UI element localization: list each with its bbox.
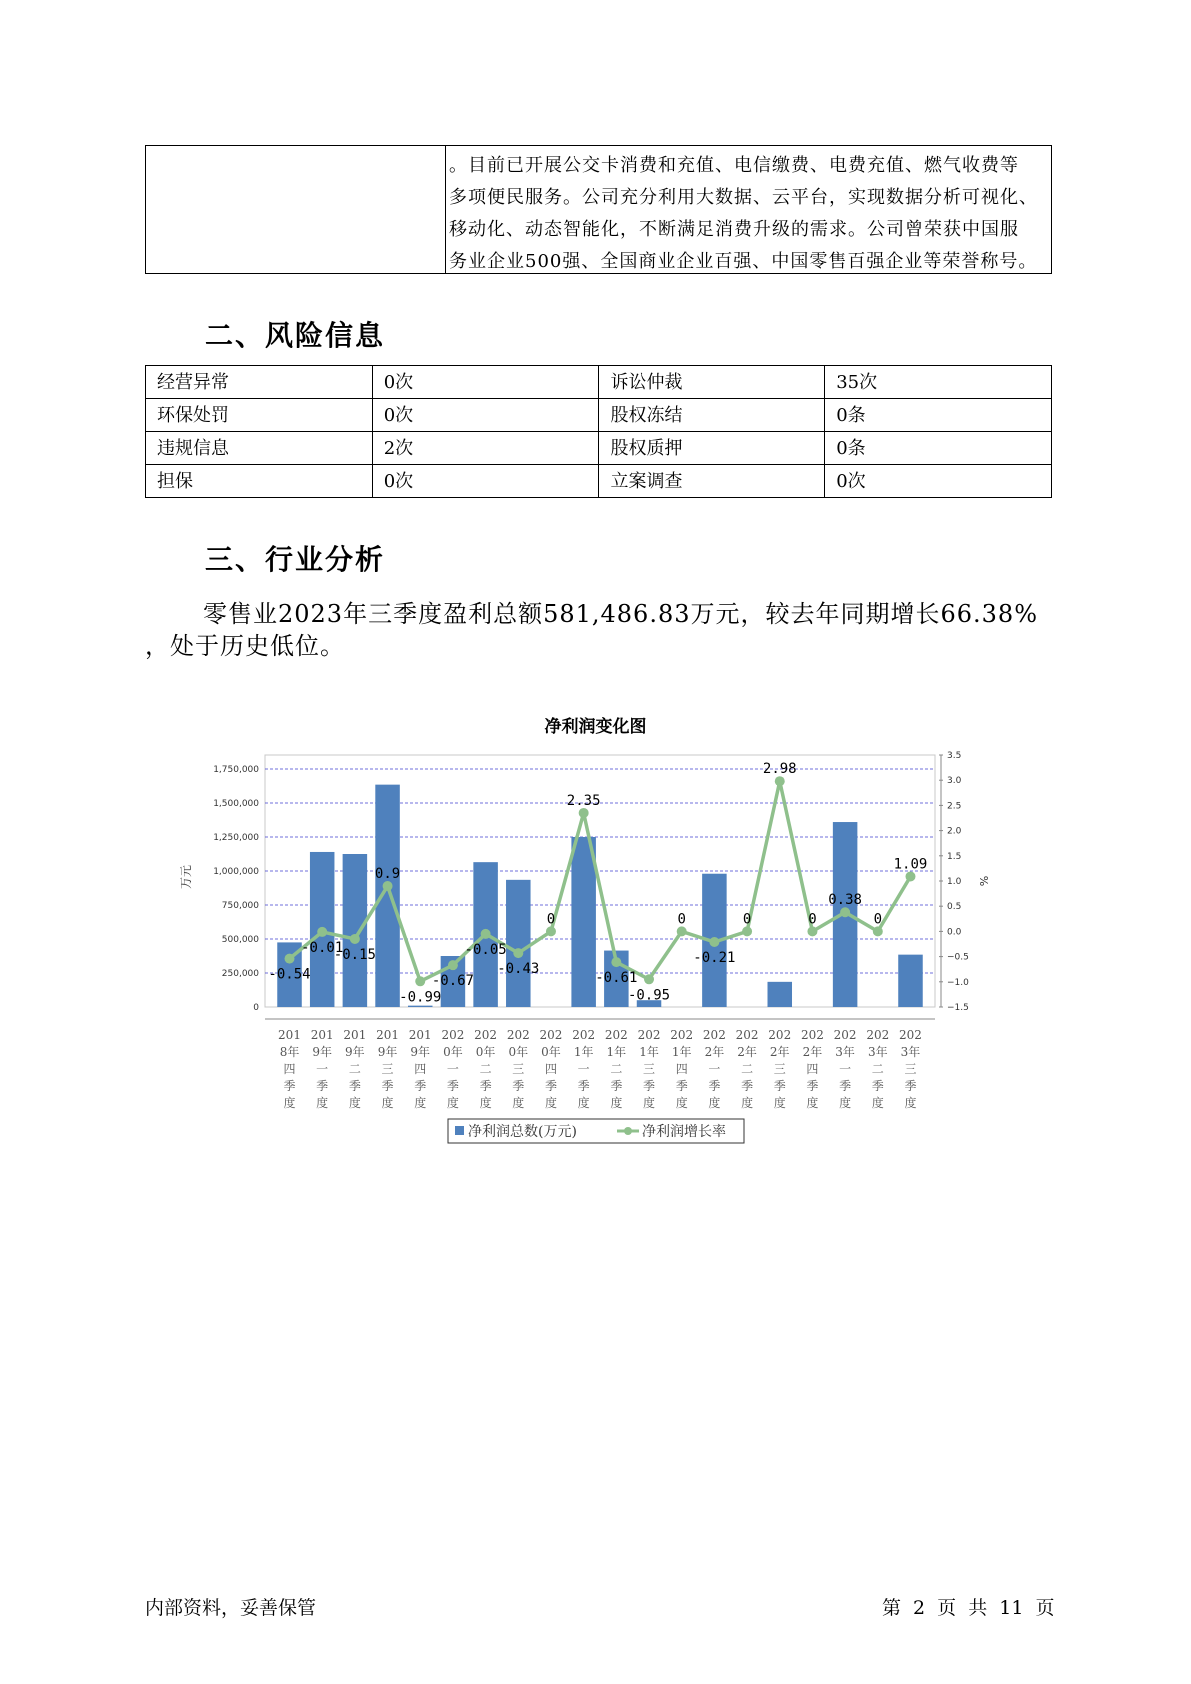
x-tick-label: 1年 xyxy=(639,1045,659,1059)
growth-rate-data-label: -0.21 xyxy=(693,949,736,966)
x-tick-label: 季 xyxy=(512,1079,525,1093)
x-tick-label: 一 xyxy=(316,1062,329,1076)
risk-info-table xyxy=(145,365,1052,498)
x-tick-label: 季 xyxy=(414,1079,427,1093)
table-row xyxy=(146,399,1052,432)
growth-rate-point xyxy=(807,926,817,936)
growth-rate-point xyxy=(905,871,915,881)
y2-tick-label: 1.5 xyxy=(947,851,962,862)
growth-rate-point xyxy=(513,948,523,958)
legend-line-label: 净利润增长率 xyxy=(642,1124,726,1140)
growth-rate-data-label: -0.43 xyxy=(497,961,540,978)
growth-rate-point xyxy=(709,937,719,947)
growth-rate-point xyxy=(742,926,752,936)
x-tick-label: 1年 xyxy=(606,1045,627,1059)
x-tick-label: 二 xyxy=(610,1062,623,1076)
x-tick-label: 202 xyxy=(833,1028,857,1042)
x-tick-label: 季 xyxy=(316,1079,329,1093)
x-tick-label: 度 xyxy=(708,1096,721,1110)
table-row xyxy=(146,432,1052,465)
growth-rate-point xyxy=(873,926,883,936)
growth-rate-data-label: -0.54 xyxy=(268,966,311,983)
y-tick-label: 250,000 xyxy=(221,969,259,979)
x-tick-label: 9年 xyxy=(345,1045,365,1059)
growth-rate-data-label: 2.35 xyxy=(566,792,601,809)
description-line: 多项便民服务。公司充分利用大数据、云平台，实现数据分析可视化、 xyxy=(449,187,1038,208)
y2-tick-label: 2.0 xyxy=(947,826,962,837)
x-tick-label: 0年 xyxy=(508,1045,529,1059)
growth-rate-data-label: -0.61 xyxy=(595,970,638,987)
company-description-table xyxy=(145,145,1052,274)
x-tick-label: 四 xyxy=(806,1062,819,1076)
x-tick-label: 度 xyxy=(610,1096,623,1110)
x-tick-label: 季 xyxy=(904,1079,917,1093)
x-tick-label: 度 xyxy=(544,1096,557,1110)
x-tick-label: 201 xyxy=(408,1028,432,1042)
risk-label: 环保处罚 xyxy=(146,399,373,432)
x-tick-label: 202 xyxy=(506,1028,530,1042)
risk-label: 担保 xyxy=(146,465,373,498)
growth-rate-data-label: -0.01 xyxy=(301,939,344,956)
x-tick-label: 季 xyxy=(643,1079,656,1093)
bar xyxy=(343,854,368,1007)
growth-rate-point xyxy=(840,907,850,917)
x-tick-label: 四 xyxy=(544,1062,557,1076)
x-tick-label: 度 xyxy=(512,1096,525,1110)
x-tick-label: 三 xyxy=(643,1062,656,1076)
growth-rate-point xyxy=(285,954,295,964)
x-tick-label: 2年 xyxy=(802,1045,823,1059)
growth-rate-data-label: -0.05 xyxy=(464,941,507,958)
x-tick-label: 度 xyxy=(283,1096,296,1110)
x-tick-label: 度 xyxy=(871,1096,884,1110)
risk-value: 35次 xyxy=(825,366,1052,399)
x-tick-label: 1年 xyxy=(573,1045,594,1059)
x-tick-label: 二 xyxy=(348,1062,361,1076)
x-tick-label: 202 xyxy=(735,1028,759,1042)
x-tick-label: 一 xyxy=(577,1062,590,1076)
x-tick-label: 度 xyxy=(839,1096,852,1110)
y-tick-label: 0 xyxy=(253,1003,259,1013)
x-tick-label: 202 xyxy=(604,1028,628,1042)
growth-rate-point xyxy=(481,929,491,939)
x-tick-label: 202 xyxy=(441,1028,465,1042)
x-tick-label: 季 xyxy=(479,1079,492,1093)
x-tick-label: 201 xyxy=(376,1028,400,1042)
x-tick-label: 201 xyxy=(310,1028,334,1042)
x-tick-label: 201 xyxy=(343,1028,367,1042)
x-tick-label: 季 xyxy=(610,1079,623,1093)
bar xyxy=(571,837,596,1007)
x-tick-label: 202 xyxy=(572,1028,596,1042)
growth-rate-point xyxy=(383,881,393,891)
y2-axis-label: % xyxy=(977,875,990,887)
x-tick-label: 季 xyxy=(348,1079,361,1093)
y2-tick-label: 0.0 xyxy=(947,927,962,938)
y-tick-label: 1,000,000 xyxy=(213,867,259,877)
x-tick-label: 季 xyxy=(839,1079,852,1093)
x-tick-label: 三 xyxy=(773,1062,786,1076)
x-tick-label: 202 xyxy=(702,1028,726,1042)
x-tick-label: 202 xyxy=(866,1028,890,1042)
description-text-cell xyxy=(449,150,1047,278)
x-tick-label: 季 xyxy=(708,1079,721,1093)
x-tick-label: 3年 xyxy=(900,1045,921,1059)
x-tick-label: 季 xyxy=(283,1079,296,1093)
x-tick-label: 2年 xyxy=(737,1045,757,1059)
x-tick-label: 201 xyxy=(278,1028,301,1042)
x-tick-label: 季 xyxy=(871,1079,884,1093)
bar xyxy=(768,982,793,1007)
growth-rate-point xyxy=(448,960,458,970)
footer-page-number: 第 2 页 共 11 页 xyxy=(882,1597,1055,1619)
risk-value: 0条 xyxy=(825,432,1052,465)
x-tick-label: 3年 xyxy=(867,1045,888,1059)
x-tick-label: 四 xyxy=(675,1062,688,1076)
x-tick-label: 季 xyxy=(381,1079,394,1093)
x-tick-label: 季 xyxy=(806,1079,819,1093)
x-tick-label: 2年 xyxy=(704,1045,725,1059)
x-tick-label: 二 xyxy=(479,1062,492,1076)
y2-tick-label: 1.0 xyxy=(947,877,962,887)
x-tick-label: 度 xyxy=(675,1096,688,1110)
x-tick-label: 9年 xyxy=(312,1045,333,1059)
table-row xyxy=(146,366,1052,399)
x-tick-label: 202 xyxy=(800,1028,824,1042)
bar xyxy=(898,955,923,1007)
risk-section-heading: 二、风险信息 xyxy=(205,319,386,352)
x-tick-label: 二 xyxy=(871,1062,884,1076)
growth-rate-point xyxy=(546,926,556,936)
growth-rate-point xyxy=(350,934,360,944)
y-tick-label: 1,750,000 xyxy=(213,765,259,775)
y2-tick-label: −1.0 xyxy=(947,977,969,988)
y-tick-label: 500,000 xyxy=(221,935,259,945)
growth-rate-point xyxy=(644,974,654,984)
bar xyxy=(375,785,400,1007)
growth-rate-data-label: 0.9 xyxy=(374,866,401,883)
risk-value: 0次 xyxy=(372,465,599,498)
y2-tick-label: 0.5 xyxy=(947,902,962,913)
y2-tick-label: −1.5 xyxy=(947,1003,969,1013)
growth-rate-data-label: 0 xyxy=(742,911,752,928)
bar xyxy=(408,1006,433,1007)
x-tick-label: 二 xyxy=(741,1062,754,1076)
growth-rate-data-label: -0.67 xyxy=(431,973,475,990)
industry-section-heading: 三、行业分析 xyxy=(205,543,386,576)
footer-confidential-note: 内部资料，妥善保管 xyxy=(145,1597,317,1619)
x-tick-label: 度 xyxy=(414,1096,427,1110)
risk-value: 0次 xyxy=(825,465,1052,498)
risk-value: 2次 xyxy=(372,432,599,465)
x-tick-label: 1年 xyxy=(671,1045,692,1059)
legend-line-marker xyxy=(624,1127,632,1135)
bar xyxy=(506,880,531,1007)
x-tick-label: 202 xyxy=(474,1028,498,1042)
description-line: 移动化、动态智能化，不断满足消费升级的需求。公司曾荣获中国服 xyxy=(449,219,1019,240)
description-line: 务业企业500强、全国商业企业百强、中国零售百强企业等荣誉称号。 xyxy=(449,251,1038,272)
growth-rate-data-label: -0.95 xyxy=(627,987,671,1004)
growth-rate-data-label: 0 xyxy=(808,911,817,928)
x-tick-label: 2年 xyxy=(769,1045,790,1059)
industry-paragraph-line: ，处于历史低位。 xyxy=(145,632,345,660)
x-tick-label: 一 xyxy=(839,1062,852,1076)
x-tick-label: 季 xyxy=(577,1079,590,1093)
x-tick-label: 三 xyxy=(512,1062,525,1076)
y2-tick-label: 2.5 xyxy=(947,801,962,812)
table-row xyxy=(146,465,1052,498)
y-tick-label: 750,000 xyxy=(221,901,259,911)
x-tick-label: 一 xyxy=(446,1062,459,1076)
x-tick-label: 季 xyxy=(675,1079,688,1093)
x-tick-label: 三 xyxy=(381,1062,394,1076)
y-tick-label: 1,500,000 xyxy=(213,799,259,809)
x-tick-label: 季 xyxy=(741,1079,754,1093)
y2-tick-label: 3.5 xyxy=(947,751,962,761)
risk-value: 0次 xyxy=(372,399,599,432)
x-tick-label: 三 xyxy=(904,1062,917,1076)
legend-bar-swatch xyxy=(455,1126,464,1135)
x-tick-label: 度 xyxy=(577,1096,590,1110)
risk-label: 立案调查 xyxy=(599,465,825,498)
risk-value: 0次 xyxy=(372,366,599,399)
chart-title: 净利润变化图 xyxy=(544,717,647,737)
risk-value: 0条 xyxy=(825,399,1052,432)
x-tick-label: 度 xyxy=(348,1096,361,1110)
growth-rate-point xyxy=(611,957,621,967)
growth-rate-data-label: -0.15 xyxy=(333,946,376,963)
risk-label: 股权质押 xyxy=(599,432,825,465)
growth-rate-point xyxy=(775,776,785,786)
x-tick-label: 9年 xyxy=(410,1045,431,1059)
x-tick-label: 202 xyxy=(899,1028,922,1042)
x-tick-label: 3年 xyxy=(835,1045,855,1059)
x-tick-label: 四 xyxy=(283,1062,296,1076)
x-tick-label: 一 xyxy=(708,1062,721,1076)
growth-rate-point xyxy=(317,927,327,937)
growth-rate-data-label: 0 xyxy=(873,911,883,928)
growth-rate-point xyxy=(677,926,687,936)
x-tick-label: 9年 xyxy=(377,1045,398,1059)
x-tick-label: 度 xyxy=(381,1096,394,1110)
x-tick-label: 202 xyxy=(539,1028,563,1042)
x-tick-label: 度 xyxy=(479,1096,492,1110)
x-tick-label: 季 xyxy=(544,1079,557,1093)
growth-rate-point xyxy=(415,976,425,986)
growth-rate-data-label: 0 xyxy=(677,911,686,928)
x-tick-label: 202 xyxy=(670,1028,694,1042)
y-axis-label: 万元 xyxy=(179,864,193,890)
growth-rate-data-label: 0.38 xyxy=(828,892,862,909)
x-tick-label: 度 xyxy=(741,1096,754,1110)
industry-paragraph-line: 零售业2023年三季度盈利总额581,486.83万元，较去年同期增长66.38% xyxy=(203,600,1039,628)
risk-label: 经营异常 xyxy=(146,366,373,399)
growth-rate-data-label: 0 xyxy=(546,911,556,928)
risk-label: 股权冻结 xyxy=(599,399,825,432)
y2-tick-label: 3.0 xyxy=(947,776,962,787)
y-tick-label: 1,250,000 xyxy=(213,833,259,843)
growth-rate-data-label: -0.99 xyxy=(399,989,442,1006)
x-tick-label: 202 xyxy=(768,1028,792,1042)
growth-rate-point xyxy=(579,808,589,818)
x-tick-label: 度 xyxy=(806,1096,819,1110)
description-line: 。目前已开展公交卡消费和充值、电信缴费、电费充值、燃气收费等 xyxy=(449,155,1019,176)
growth-rate-data-label: 1.09 xyxy=(893,856,928,873)
x-tick-label: 度 xyxy=(643,1096,656,1110)
risk-label: 违规信息 xyxy=(146,432,373,465)
x-tick-label: 度 xyxy=(904,1096,917,1110)
x-tick-label: 度 xyxy=(316,1096,329,1110)
x-tick-label: 季 xyxy=(773,1079,786,1093)
x-tick-label: 8年 xyxy=(279,1045,300,1059)
x-tick-label: 度 xyxy=(773,1096,786,1110)
x-tick-label: 四 xyxy=(414,1062,427,1076)
description-label-cell xyxy=(146,146,446,273)
x-tick-label: 0年 xyxy=(475,1045,496,1059)
y2-tick-label: −0.5 xyxy=(947,952,969,963)
x-tick-label: 0年 xyxy=(443,1045,463,1059)
x-tick-label: 0年 xyxy=(541,1045,561,1059)
risk-label: 诉讼仲裁 xyxy=(599,366,825,399)
x-tick-label: 202 xyxy=(637,1028,661,1042)
net-profit-chart xyxy=(150,745,1000,1165)
growth-rate-data-label: 2.98 xyxy=(762,761,797,778)
x-tick-label: 度 xyxy=(446,1096,459,1110)
legend-bar-label: 净利润总数(万元) xyxy=(468,1124,577,1140)
x-tick-label: 季 xyxy=(446,1079,459,1093)
